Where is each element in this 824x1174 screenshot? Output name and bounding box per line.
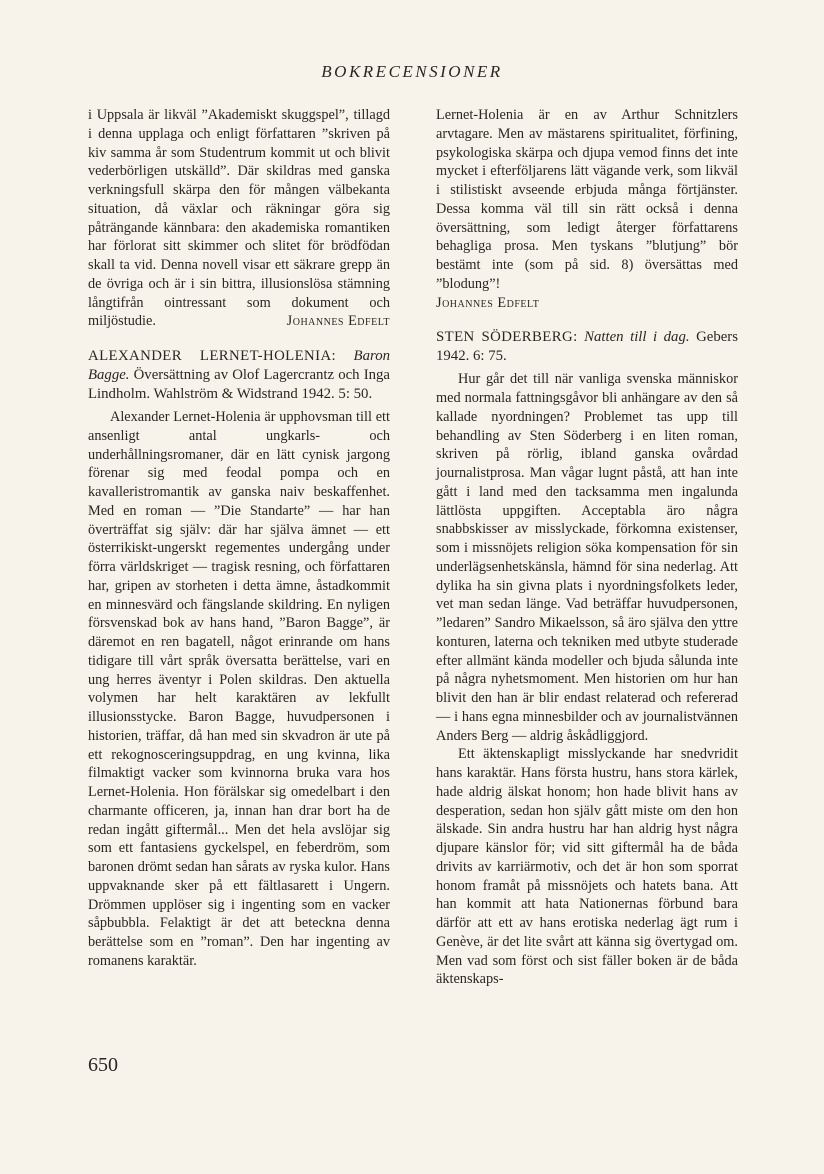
review-publication-details: Översättning av Olof Lagercrantz och Inga Lindholm. Wahlström & Widstrand 1942. 5: 50. — [88, 367, 390, 402]
left-column — [88, 106, 390, 971]
review-paragraph: Hur går det till när vanliga svenska människor med normala fattningsgåvor bli anhängare av den så kallade nyordningen? Problemet tas upp till behandling av Sten Söderberg i en liten roman, skriven på rörlig, ibland ganska ovårdad journalistprosa. Man vågar lugnt påstå, att han inte gått i land med den tacksamma men ingalunda lättlösta uppgiften. Acceptabla äro några snabbskisser av misslyckade, förkomna existenser, som i missnöjets religion söka kompensation för sin underlägsenhetskänsla, hämnd för sina nederlag. Att dylika ha sin givna plats i nyordningsfolkets leder, vet man sedan länge. Vad beträffar huvudpersonen, ”ledaren” Sandro Mikaelsson, så äro själva den yttre konturen, laterna och tekniken med utbyte studerade efter allmänt kända modeller och bjuda sålunda inte på några nyhetsmoment. Men historien om hur han blivit den han är blir endast relaterad och refererad — i hans egna minnesbilder och av journalistvännen Anders Berg — aldrig åskådliggjord. — [436, 371, 738, 744]
review-author: STEN SÖDERBERG: — [436, 329, 578, 346]
review-author: ALEXANDER LERNET-HOLENIA: — [88, 348, 337, 364]
running-header: BOKRECENSIONER — [321, 62, 503, 81]
review-book-title: Baron Bagge. — [88, 348, 390, 383]
review-paragraph: Alexander Lernet-Holenia är upphovsman till ett ansenligt antal ungkarls- och underhållningsromaner, där en lätt cynisk jargong förenar sig med feodal pompa och en kavalleristromantik av ganska naiv beskaffenhet. Med en roman — ”Die Standarte” — har han överträffat sig själv: där har själva ämnet — ett österrikiskt-ungerskt regementes undergång under förra världskriget — tragisk resning, och författaren har, gripen av storheten i detta ämne, åstadkommit en minnesvärd och fängslande skildring. En nyligen försvenskad bok av hans hand, ”Baron Bagge”, är däremot en ren bagatell, något erinrande om hans tidigare till vårt språk översatta berättelse, vari en ung herres äventyr i Polen skildras. Den aktuella volymen har helt karaktären av lekfullt illusionsstycke. Baron Bagge, huvudpersonen i historien, träffar, då han med sin skvadron är ute på ett rekognosceringsuppdrag, en ung kvinna, lika filmaktigt vacker som kvinnorna bruka vara hos Lernet-Holenia. Hon förälskar sig omedelbart i den charmante officeren, ja, innan han drar bort ha de redan ingått giftermål... Men det hela avslöjar sig som ett fantasiens gyckelspel, en feberdröm, som baronen drömt sedan han sårats av ryska kulor. Hans uppvaknande sker på ett fältlasarett i Ungern. Drömmen upplöser sig i ingenting som en vacker såpbubbla. Felaktigt är det att beteckna denna berättelse som en ”roman”. Den har ingenting av romanens karaktär. — [88, 409, 390, 969]
reviewer-signature: Johannes Edfelt — [286, 313, 390, 330]
review-continuation-text: i Uppsala är likväl ”Akademiskt skuggspel”, tillagd i denna upplaga och enligt författaren ”skriven på kiv samma år som Studentrum kommit ut och blivit vederbörligen utskälld”. Där skildras med ganska verkningsfull skärpa den för mången välbekanta situation, då växlar och räkningar göra sig påträngande kännbara: den akademiska romantiken har förlorat sitt skimmer och slitet för brödfödan skall ta vid. Denna novell visar ett säkrare grepp än de övriga och är i sin bittra, illusionslösa stämning långtifrån ointressant som dokument och miljöstudie. Johannes Edfelt — [88, 107, 390, 330]
reviewer-signature: Johannes Edfelt — [436, 294, 540, 311]
right-column — [436, 106, 738, 989]
review-paragraph: Lernet-Holenia är en av Arthur Schnitzlers arvtagare. Men av mästarens spiritualitet, förfining, psykologiska skärpa och djupa vemod finns det inte mycket i efterföljarens lätt vägande verk, som likväl i stilistiskt avseende erbjuda många förtjänster. Dessa komma väl till sin rätt också i denna översättning, som ledigt återger författarens behagliga prosa. Men tyskans ”blutjung” bör bestämt inte (som på sid. 8) översättas med ”blodung”! — [436, 107, 738, 292]
review-publication-details: Gebers 1942. 6: 75. — [436, 329, 738, 365]
review-paragraph: Ett äktenskapligt misslyckande har snedvridit hans karaktär. Hans första hustru, hans stora kärlek, hade aldrig älskat honom; hon hade blivit hans av desperation, sedan hon själv gått miste om den hon älskade. Sin andra hustru har han aldrig hyst några djupare känslor för; vid sitt giftermål ha de båda drivits av karriärmotiv, och det är hon som sporrat honom framåt på missnöjets och hatets bana. Att han kommit att hata Nationernas förbund bara därför att ett av hans erotiska nederlag ägt rum i Genève, är det lite svårt att känna sig övertygad om. Men vad som först och sist fäller boken är de båda äktenskaps- — [436, 746, 738, 988]
page-number: 650 — [88, 1054, 118, 1076]
review-book-title: Natten till i dag. — [584, 329, 690, 346]
review-heading-lernet-holenia — [88, 347, 390, 404]
review-heading-soderberg — [436, 328, 738, 366]
